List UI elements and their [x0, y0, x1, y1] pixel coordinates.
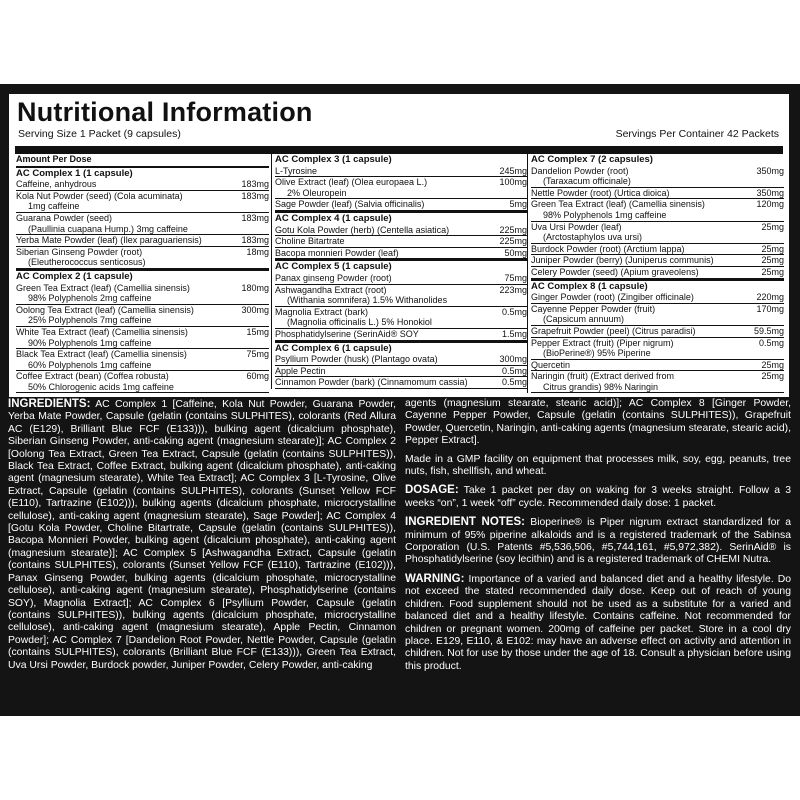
nutrient-name: L-Tyrosine	[275, 165, 318, 176]
nutrient-name: Siberian Ginseng Powder (root)	[16, 246, 143, 257]
nutrient-amount: 100mg	[499, 177, 527, 188]
nutrient-row	[16, 247, 269, 271]
complex-heading: AC Complex 8 (1 capsule)	[531, 280, 648, 292]
dosage-paragraph	[405, 484, 791, 510]
nutrient-name: Cinnamon Powder (bark) (Cinnamomum cassia)	[275, 377, 468, 388]
nutrient-row	[531, 244, 784, 256]
nutrient-name-cell	[16, 179, 241, 190]
nutrient-row	[275, 166, 527, 178]
nutrient-amount: 50mg	[504, 247, 527, 258]
nutrient-row	[275, 285, 527, 307]
complex-heading: AC Complex 7 (2 capsules)	[531, 154, 653, 165]
nutrient-name-cell	[275, 166, 499, 177]
nutrient-amount: 180mg	[241, 282, 269, 293]
nutrient-name-cell	[275, 177, 499, 198]
nutrient-name-cell	[531, 255, 761, 266]
nutrient-name: Ashwagandha Extract (root)	[275, 284, 387, 295]
nutrient-name-cell	[275, 225, 499, 236]
nutrient-name: Guarana Powder (seed)	[16, 212, 113, 223]
complex-heading: AC Complex 4 (1 capsule)	[275, 212, 392, 224]
nutrient-detail: 90% Polyphenols 1mg caffeine	[28, 337, 152, 348]
nutrient-row	[16, 213, 269, 235]
nutrient-name-cell	[16, 327, 246, 348]
nutrient-name: Green Tea Extract (leaf) (Camellia sinensis)	[16, 282, 190, 293]
nutrient-name-cell	[16, 371, 246, 392]
nutrient-name-cell	[275, 307, 502, 328]
ingredients-continued: agents (magnesium stearate, stearic acid)]; AC Complex 8 [Ginger Powder, Cayenne Pepper Powder, Capsule (gelatin (contains SULPHITES)), Grapefruit Powder, Quercetin, Naringin, anti-caking agents (magnesium stearate, stearic acid), Pepper Extract].	[405, 398, 791, 447]
nutrient-detail: 1mg caffeine	[28, 201, 80, 212]
nutrient-row	[275, 177, 527, 199]
nutrient-row	[16, 179, 269, 191]
nutrient-name: Yerba Mate Powder (leaf) (Ilex paraguariensis)	[16, 235, 202, 246]
nutrient-amount: 0.5mg	[501, 365, 527, 376]
nutrient-amount: 223mg	[499, 284, 527, 295]
nutrient-amount: 75mg	[246, 349, 269, 360]
nutrient-detail: (Taraxacum officinale)	[543, 176, 631, 187]
nutrient-amount: 25mg	[761, 266, 784, 277]
nutrient-row	[531, 304, 784, 326]
nutrient-row	[275, 377, 527, 389]
nutrient-name: Coffee Extract (bean) (Coffea robusta)	[16, 371, 169, 382]
nutrition-column-3	[527, 154, 784, 393]
dosage-text: Take 1 packet per day on waking for 3 weeks straight. Follow a 3 weeks “on”, 1 week “off” cycle. Recommended daily dose: 1 packet.	[405, 485, 791, 509]
servings-per-container: Servings Per Container 42 Packets	[615, 128, 779, 140]
nutrient-amount: 25mg	[761, 371, 784, 382]
nutrient-amount: 245mg	[499, 165, 527, 176]
nutrient-name: Caffeine, anhydrous	[16, 179, 97, 190]
nutrient-name-cell	[16, 349, 246, 370]
nutrient-amount: 75mg	[504, 272, 527, 283]
nutrient-name: Green Tea Extract (leaf) (Camellia sinensis)	[531, 199, 705, 210]
nutrient-row	[16, 305, 269, 327]
nutrient-row	[531, 222, 784, 244]
nutrient-amount: 1.5mg	[501, 328, 527, 339]
nutrient-detail: Citrus grandis) 98% Naringin	[543, 381, 659, 392]
nutrient-detail: (Magnolia officinalis L.) 5% Honokiol	[287, 317, 432, 328]
nutrient-amount: 300mg	[241, 304, 269, 315]
nutrient-name-cell	[16, 247, 246, 268]
nutrient-row	[275, 248, 527, 262]
nutrient-name: Olive Extract (leaf) (Olea europaea L.)	[275, 177, 428, 188]
complex-heading: AC Complex 5 (1 capsule)	[275, 261, 392, 273]
nutrient-amount: 25mg	[761, 221, 784, 232]
nutrient-row	[531, 166, 784, 188]
nutrient-row	[531, 255, 784, 267]
nutrient-name-cell	[531, 326, 754, 337]
nutrient-row	[531, 360, 784, 372]
nutrient-row	[531, 292, 784, 304]
nutrient-amount: 15mg	[246, 326, 269, 337]
nutrient-amount: 350mg	[756, 187, 784, 198]
nutrient-amount: 183mg	[241, 179, 269, 190]
nutrient-name: Psyllium Powder (husk) (Plantago ovata)	[275, 354, 438, 365]
nutrient-amount: 170mg	[756, 303, 784, 314]
nutrient-detail: 2% Oleuropein	[287, 187, 347, 198]
nutrient-row	[16, 283, 269, 305]
nutrient-name: Uva Ursi Powder (leaf)	[531, 221, 622, 232]
complex-heading: AC Complex 6 (1 capsule)	[275, 342, 392, 354]
nutrient-amount: 220mg	[756, 292, 784, 303]
nutrient-name: Apple Pectin	[275, 365, 326, 376]
nutrient-name-cell	[531, 222, 761, 243]
nutrient-amount: 183mg	[241, 235, 269, 246]
nutrient-row	[16, 349, 269, 371]
nutrient-row	[531, 199, 784, 221]
serving-size: Serving Size 1 Packet (9 capsules)	[18, 128, 181, 140]
nutrient-name-cell	[275, 377, 502, 388]
nutrient-name-cell	[275, 199, 509, 210]
nutrient-name-cell	[531, 371, 761, 392]
ingredient-notes-text: Bioperine® is Piper nigrum extract standardized for a minimum of 95% piperine alkaloids and is a registered trademark of the Sabinsa Corporation (U.S. Patents #5,536,506, #5,744,161, #5,972,382). SerinAid® is Phosphatidylserine (soy lecithin) and is a registered trademark of CHEMI Nutra.	[405, 517, 791, 566]
ingredient-notes-label: INGREDIENT NOTES:	[405, 516, 525, 529]
nutrient-amount: 300mg	[499, 354, 527, 365]
nutrient-amount: 25mg	[761, 255, 784, 266]
nutrient-detail: (Paullinia cuapana Hump.) 3mg caffeine	[28, 223, 188, 234]
nutrient-amount: 0.5mg	[501, 306, 527, 317]
ingredient-notes-paragraph	[405, 516, 791, 567]
nutrient-name-cell	[275, 273, 504, 284]
amount-per-dose-heading: Amount Per Dose	[16, 154, 269, 168]
nutrient-name: Choline Bitartrate	[275, 236, 345, 247]
nutrient-detail: (Withania somnifera) 1.5% Withanolides	[287, 295, 448, 306]
nutrient-detail: (BioPerine®) 95% Piperine	[543, 348, 651, 359]
nutrient-name: Bacopa monnieri Powder (leaf)	[275, 247, 399, 258]
nutrient-row	[531, 338, 784, 360]
nutrient-amount: 183mg	[241, 190, 269, 201]
nutrient-row	[531, 371, 784, 393]
nutrient-name-cell	[531, 338, 759, 359]
nutrient-name: Nettle Powder (root) (Urtica dioica)	[531, 187, 670, 198]
warning-paragraph	[405, 573, 791, 673]
nutrient-name: Naringin (fruit) (Extract derived from	[531, 371, 675, 382]
nutrient-row	[275, 307, 527, 329]
nutrient-name: Oolong Tea Extract (leaf) (Camellia sinensis)	[16, 304, 194, 315]
nutrient-name: Pepper Extract (fruit) (Piper nigrum)	[531, 337, 674, 348]
nutrient-row	[275, 236, 527, 248]
nutrient-name-cell	[275, 354, 499, 365]
complex-heading: AC Complex 1 (1 capsule)	[16, 167, 133, 179]
nutrient-amount: 5mg	[509, 199, 527, 210]
nutrient-name-cell	[531, 199, 756, 220]
nutrient-name-cell	[531, 360, 761, 371]
nutrient-name-cell	[275, 329, 502, 340]
nutrient-amount: 18mg	[246, 246, 269, 257]
nutrient-row	[16, 327, 269, 349]
thick-divider	[15, 146, 783, 154]
nutrient-detail: 98% Polyphenols 1mg caffeine	[543, 209, 667, 220]
nutrient-row	[275, 225, 527, 237]
nutrient-name: Sage Powder (leaf) (Salvia officinalis)	[275, 199, 425, 210]
nutrient-row	[531, 267, 784, 281]
nutrient-name: Burdock Powder (root) (Arctium lappa)	[531, 243, 685, 254]
nutrient-name: Quercetin	[531, 359, 571, 370]
nutrient-amount: 59.5mg	[753, 325, 784, 336]
nutrient-name: Kola Nut Powder (seed) (Cola acuminata)	[16, 190, 183, 201]
nutrient-row	[531, 326, 784, 338]
nutrient-name-cell	[531, 292, 756, 303]
nutrient-row	[275, 273, 527, 285]
complex-heading: AC Complex 3 (1 capsule)	[275, 154, 392, 165]
nutrient-name-cell	[16, 235, 241, 246]
nutrient-amount: 25mg	[761, 359, 784, 370]
nutrient-detail: 98% Polyphenols 2mg caffeine	[28, 293, 152, 304]
nutrient-name-cell	[531, 304, 756, 325]
nutrient-amount: 25mg	[761, 243, 784, 254]
warning-text: Importance of a varied and balanced diet and a healthy lifestyle. Do not exceed the stated recommended daily dose. Keep out of reach of young children. Food supplement should not be used as a substitute for a varied and balanced diet and a healthy lifestyle. Contains caffeine. Not recommended for children or pregnant women. 200mg of caffeine per packet. Store in a cool dry place. E129, E110, & E102: may have an adverse effect on activity and attention in children. Not for use by those under the age of 18. Consult a physician before using this product.	[405, 573, 791, 672]
ingredients-text: AC Complex 1 [Caffeine, Kola Nut Powder, Guarana Powder, Yerba Mate Powder, Capsule (gelatin (contains SULPHITES), colorants (Red Allura AC (E129), Brilliant Blue FCF (E133))), bulking agent (dicalcium phosphate), Siberian Ginseng Powder, anti-caking agent (magnesium stearate)]; AC Complex 2 [Oolong Tea Extract, Green Tea Extract, Capsule (gelatin (contains SULPHITES)), Black Tea Extract, Coffee Extract, bulking agent (dicalcium phosphate), anti-caking agent (magnesium stearate), White Tea Extract]; AC Complex 3 [L-Tyrosine, Olive Extract, Capsule (gelatin (contains SULPHITES), colorants (Sunset Yellow FCF (E110), Tartrazine (E102))), bulking agents (dicalcium phosphate, microcrystalline cellulose), anti-caking agent (magnesium stearate), Sage Powder]; AC Complex 4 [Gotu Kola Powder, Choline Bitartrate, Capsule (gelatin (contains SULPHITES)), Bacopa Monnieri Powder, bulking agent (dicalcium phosphate), anti-caking agent (magnesium stearate)]; AC Complex 5 [Ashwagandha Extract, Capsule (gelatin (contains SULPHITES), colorants (Sunset Yellow FCF (E110), Tartrazine (E102))), Panax Ginseng Powder, bulking agents (dicalcium phosphate, microcrystalline cellulose), anti-caking agent (magnesium stearate), Phosphatidylserine (contains SOY), Magnolia Extract]; AC Complex 6 [Psyllium Powder, Capsule (gelatin (contains SULPHITES)), bulking agents (dicalcium phosphate, microcrystalline cellulose), anti-caking agent (magnesium stearate), Apple Pectin, Cinnamon Powder]; AC Complex 7 [Dandelion Root Powder, Nettle Powder, Capsule (gelatin (contains SULPHITES), colorants (Brilliant Blue FCF (E133))), Green Tea Extract, Uva Ursi Powder, Burdock powder, Juniper Powder, Celery Powder, anti-caking	[8, 399, 396, 671]
nutrient-name: Dandelion Powder (root)	[531, 165, 629, 176]
nutrient-name-cell	[16, 305, 241, 326]
nutrient-row	[275, 329, 527, 343]
nutrient-amount: 120mg	[756, 199, 784, 210]
nutrient-amount: 225mg	[499, 236, 527, 247]
nutrient-name-cell	[275, 366, 502, 377]
nutrient-name: Phosphatidylserine (SerinAid® SOY	[275, 328, 419, 339]
nutrient-amount: 225mg	[499, 224, 527, 235]
nutrient-name-cell	[275, 285, 499, 306]
nutrient-row	[531, 188, 784, 200]
ingredients-label: INGREDIENTS:	[8, 398, 91, 410]
nutrient-name: Celery Powder (seed) (Apium graveolens)	[531, 266, 699, 277]
dosage-label: DOSAGE:	[405, 484, 459, 497]
nutrient-detail: (Capsicum annuum)	[543, 314, 625, 325]
nutrient-name-cell	[275, 248, 504, 259]
nutrient-name-cell	[16, 213, 241, 234]
nutrient-name: Magnolia Extract (bark)	[275, 306, 369, 317]
nutrient-name: Ginger Powder (root) (Zingiber officinale)	[531, 292, 694, 303]
page-title: Nutritional Information	[17, 97, 313, 127]
nutrient-amount: 183mg	[241, 212, 269, 223]
nutrient-name-cell	[531, 244, 761, 255]
nutrient-amount: 350mg	[756, 165, 784, 176]
nutrient-name-cell	[16, 191, 241, 212]
nutrient-detail: 50% Chlorogenic acids 1mg caffeine	[28, 381, 174, 392]
nutrient-row	[16, 235, 269, 247]
nutrient-row	[275, 366, 527, 378]
nutrient-name: Black Tea Extract (leaf) (Camellia sinensis)	[16, 349, 187, 360]
warning-label: WARNING:	[405, 572, 465, 585]
nutrient-amount: 0.5mg	[758, 337, 784, 348]
nutrition-column-2	[271, 154, 527, 389]
nutrient-name-cell	[275, 236, 499, 247]
nutrient-row	[16, 191, 269, 213]
nutrient-amount: 60mg	[246, 371, 269, 382]
complex-heading: AC Complex 2 (1 capsule)	[16, 270, 133, 282]
nutrient-name-cell	[531, 188, 756, 199]
nutrition-panel	[9, 94, 789, 397]
nutrient-detail: 60% Polyphenols 1mg caffeine	[28, 359, 152, 370]
nutrient-name: Juniper Powder (berry) (Juniperus communis)	[531, 255, 714, 266]
ingredients-paragraph	[8, 398, 396, 672]
nutrient-detail: (Eleutherococcus senticosus)	[28, 257, 146, 268]
nutrient-name: Panax ginseng Powder (root)	[275, 272, 392, 283]
nutrient-name-cell	[16, 283, 241, 304]
nutrient-name: Gotu Kola Powder (herb) (Centella asiatica)	[275, 224, 450, 235]
nutrient-name: White Tea Extract (leaf) (Camellia sinensis)	[16, 326, 188, 337]
nutrient-detail: (Arctostaphylos uva ursi)	[543, 232, 643, 243]
nutrient-name: Cayenne Pepper Powder (fruit)	[531, 303, 656, 314]
nutrient-row	[275, 354, 527, 366]
nutrient-row	[16, 371, 269, 393]
text-column-right	[405, 398, 791, 679]
gmp-statement: Made in a GMP facility on equipment that processes milk, soy, egg, peanuts, tree nuts, fish, shellfish, and wheat.	[405, 453, 791, 478]
nutrient-row	[275, 199, 527, 213]
nutrient-name-cell	[531, 166, 756, 187]
nutrition-column-1	[16, 154, 269, 393]
text-column-left	[8, 398, 396, 678]
nutrient-amount: 0.5mg	[501, 377, 527, 388]
nutrient-name-cell	[531, 267, 761, 278]
nutrient-detail: 25% Polyphenols 7mg caffeine	[28, 315, 152, 326]
nutrient-name: Grapefruit Powder (peel) (Citrus paradisi)	[531, 325, 696, 336]
